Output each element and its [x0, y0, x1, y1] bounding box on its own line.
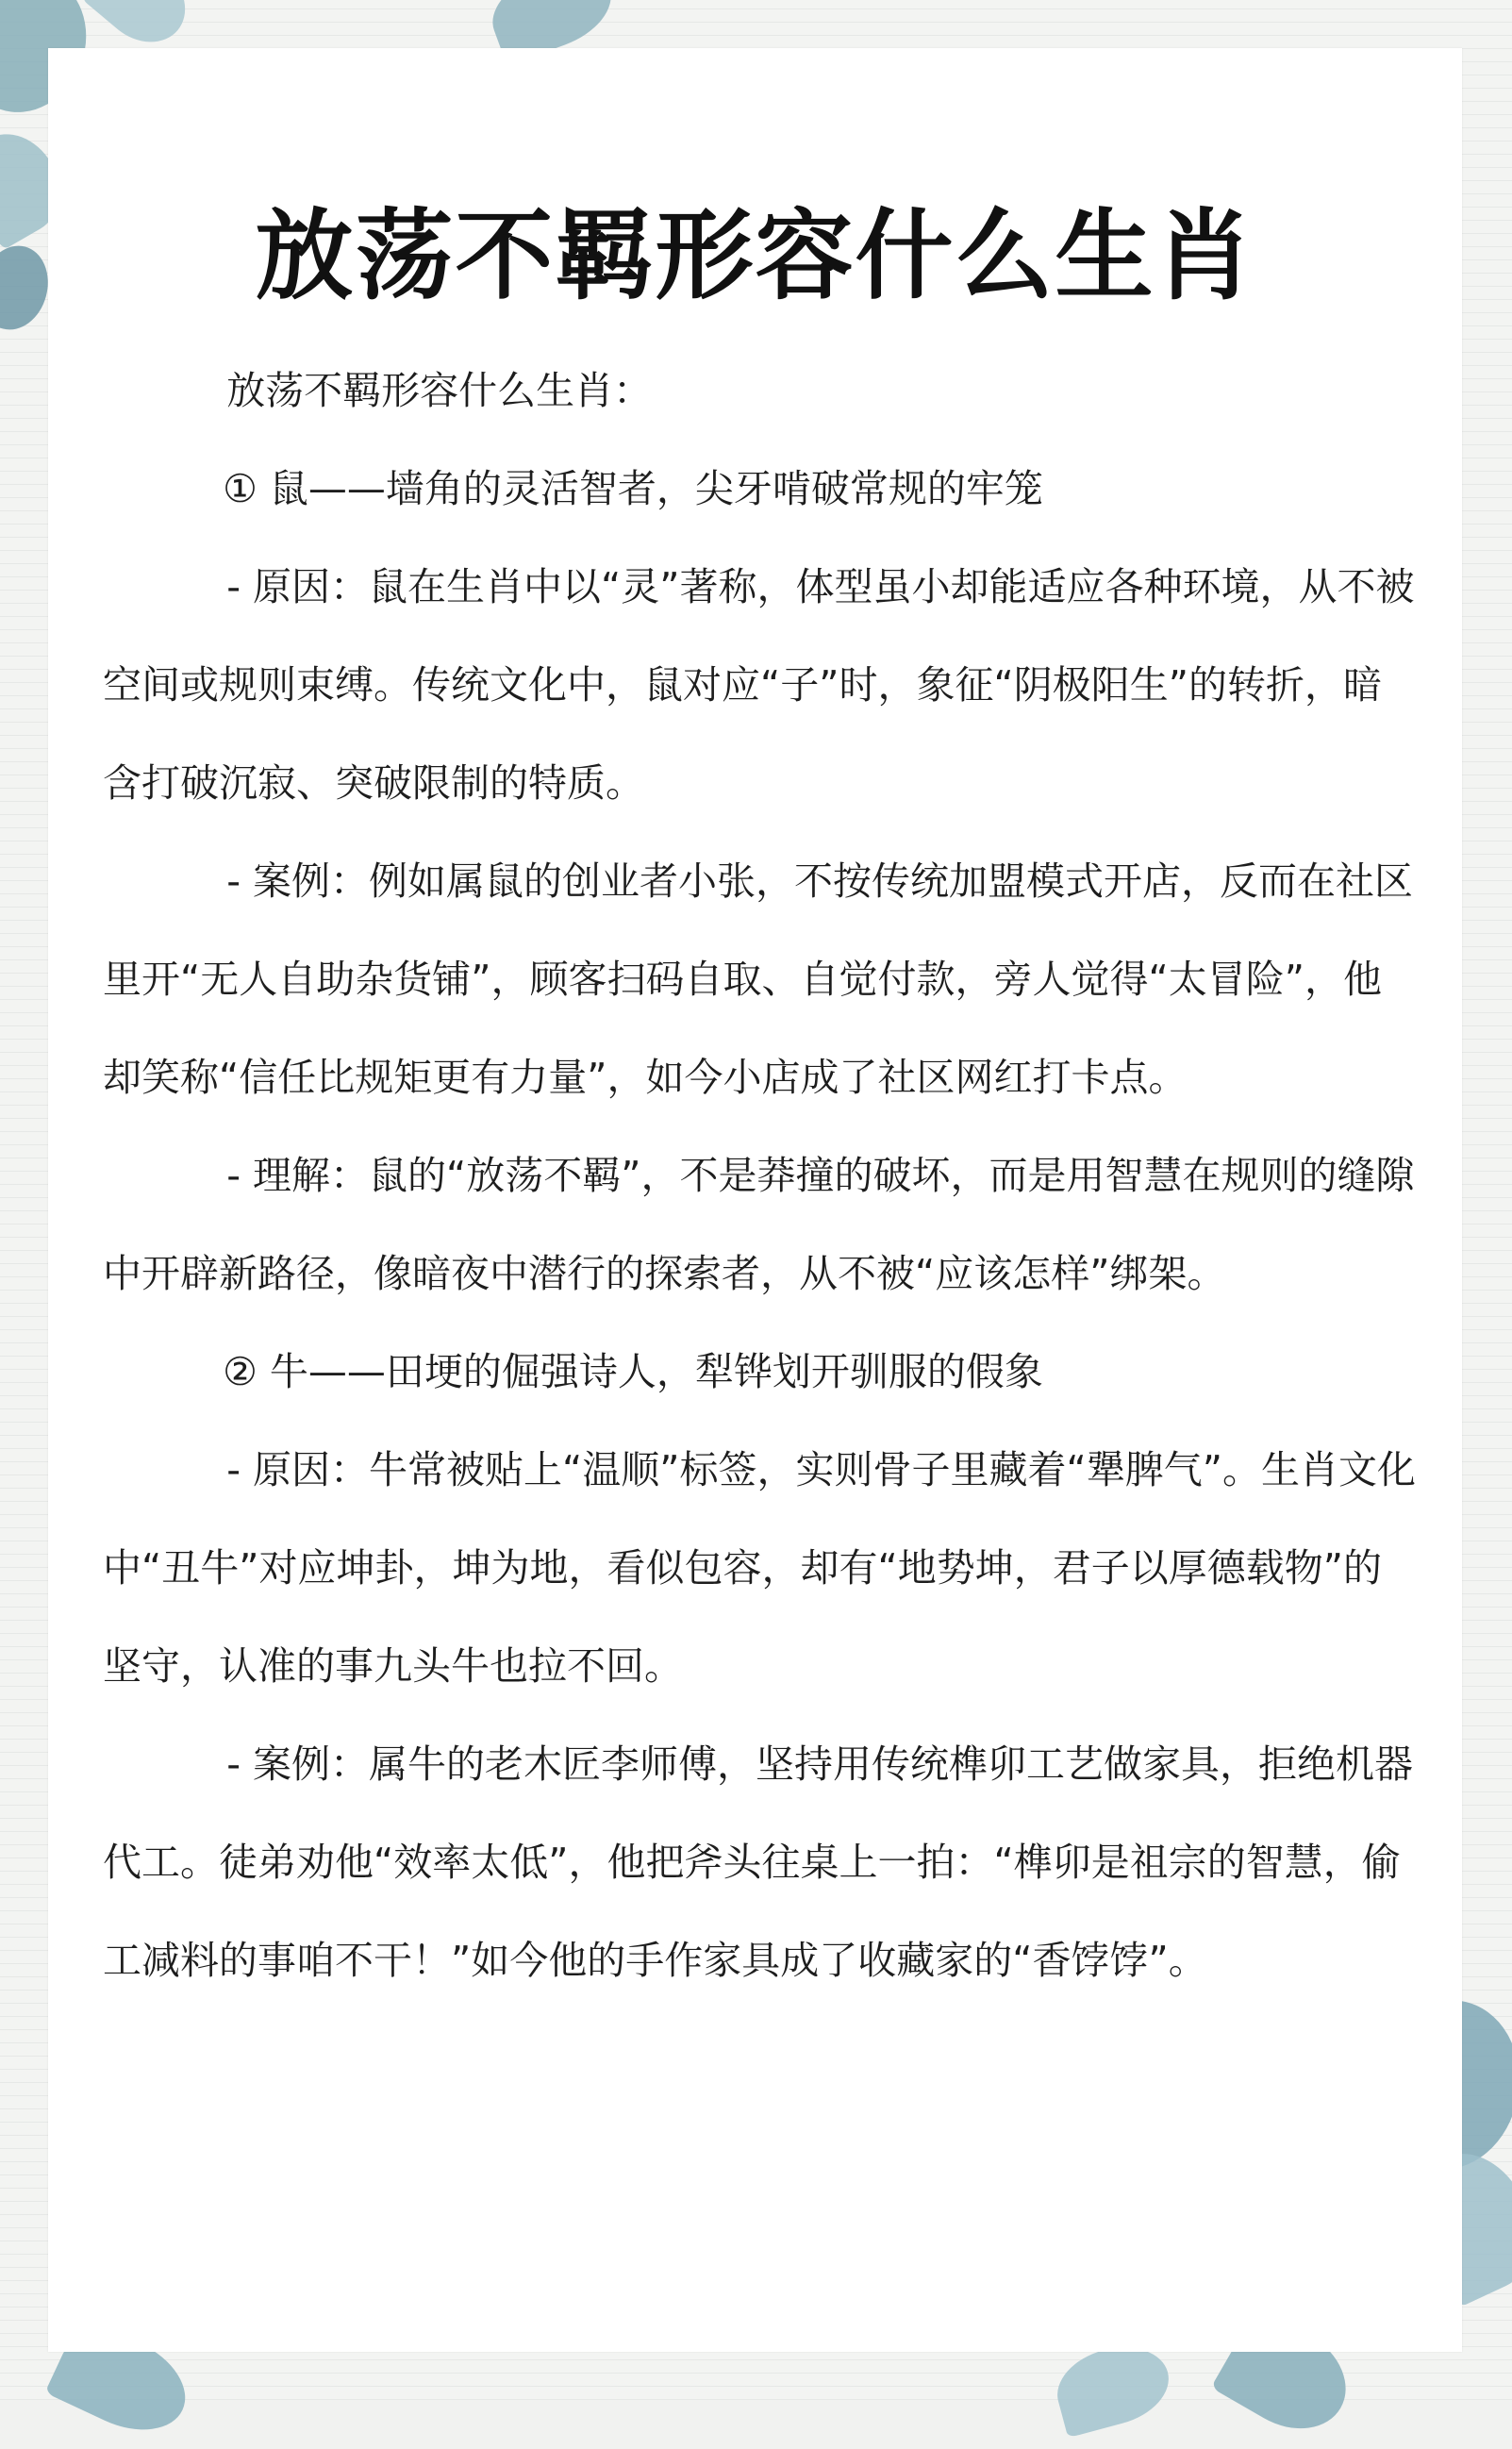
article-card [48, 48, 1462, 2352]
section-heading-rat: ① 鼠——墙角的灵活智者，尖牙啃破常规的牢笼 [223, 466, 1043, 511]
page-title: 放荡不羁形容什么生肖 [255, 198, 1255, 313]
rat-understanding-paragraph: - 理解：鼠的“放荡不羁”，不是莽撞的破坏，而是用智慧在规则的缝隙中开辟新路径，像暗夜中潜行的探索者，从不被“应该怎样”绑架。 [103, 1153, 1415, 1296]
section-heading-ox: ② 牛——田埂的倔强诗人，犁铧划开驯服的假象 [223, 1349, 1043, 1394]
ox-case-paragraph: - 案例：属牛的老木匠李师傅，坚持用传统榫卯工艺做家具，拒绝机器代工。徒弟劝他“效率太低”，他把斧头往桌上一拍：“榫卯是祖宗的智慧，偷工减料的事咱不干！”如今他的手作家具成了收藏家的“香饽饽”。 [103, 1741, 1414, 1983]
rat-case-paragraph: - 案例：例如属鼠的创业者小张，不按传统加盟模式开店，反而在社区里开“无人自助杂货铺”，顾客扫码自取、自觉付款，旁人觉得“太冒险”，他却笑称“信任比规矩更有力量”，如今小店成了社区网红打卡点。 [103, 858, 1414, 1100]
intro-paragraph: 放荡不羁形容什么生肖： [226, 368, 653, 413]
rat-reason-paragraph: - 原因：鼠在生肖中以“灵”著称，体型虽小却能适应各种环境，从不被空间或规则束缚。传统文化中，鼠对应“子”时，象征“阴极阳生”的转折，暗含打破沉寂、突破限制的特质。 [103, 564, 1415, 806]
article-body [103, 342, 1419, 2009]
ox-reason-paragraph: - 原因：牛常被贴上“温顺”标签，实则骨子里藏着“犟脾气”。生肖文化中“丑牛”对应坤卦，坤为地，看似包容，却有“地势坤，君子以厚德载物”的坚守，认准的事九头牛也拉不回。 [103, 1447, 1416, 1689]
